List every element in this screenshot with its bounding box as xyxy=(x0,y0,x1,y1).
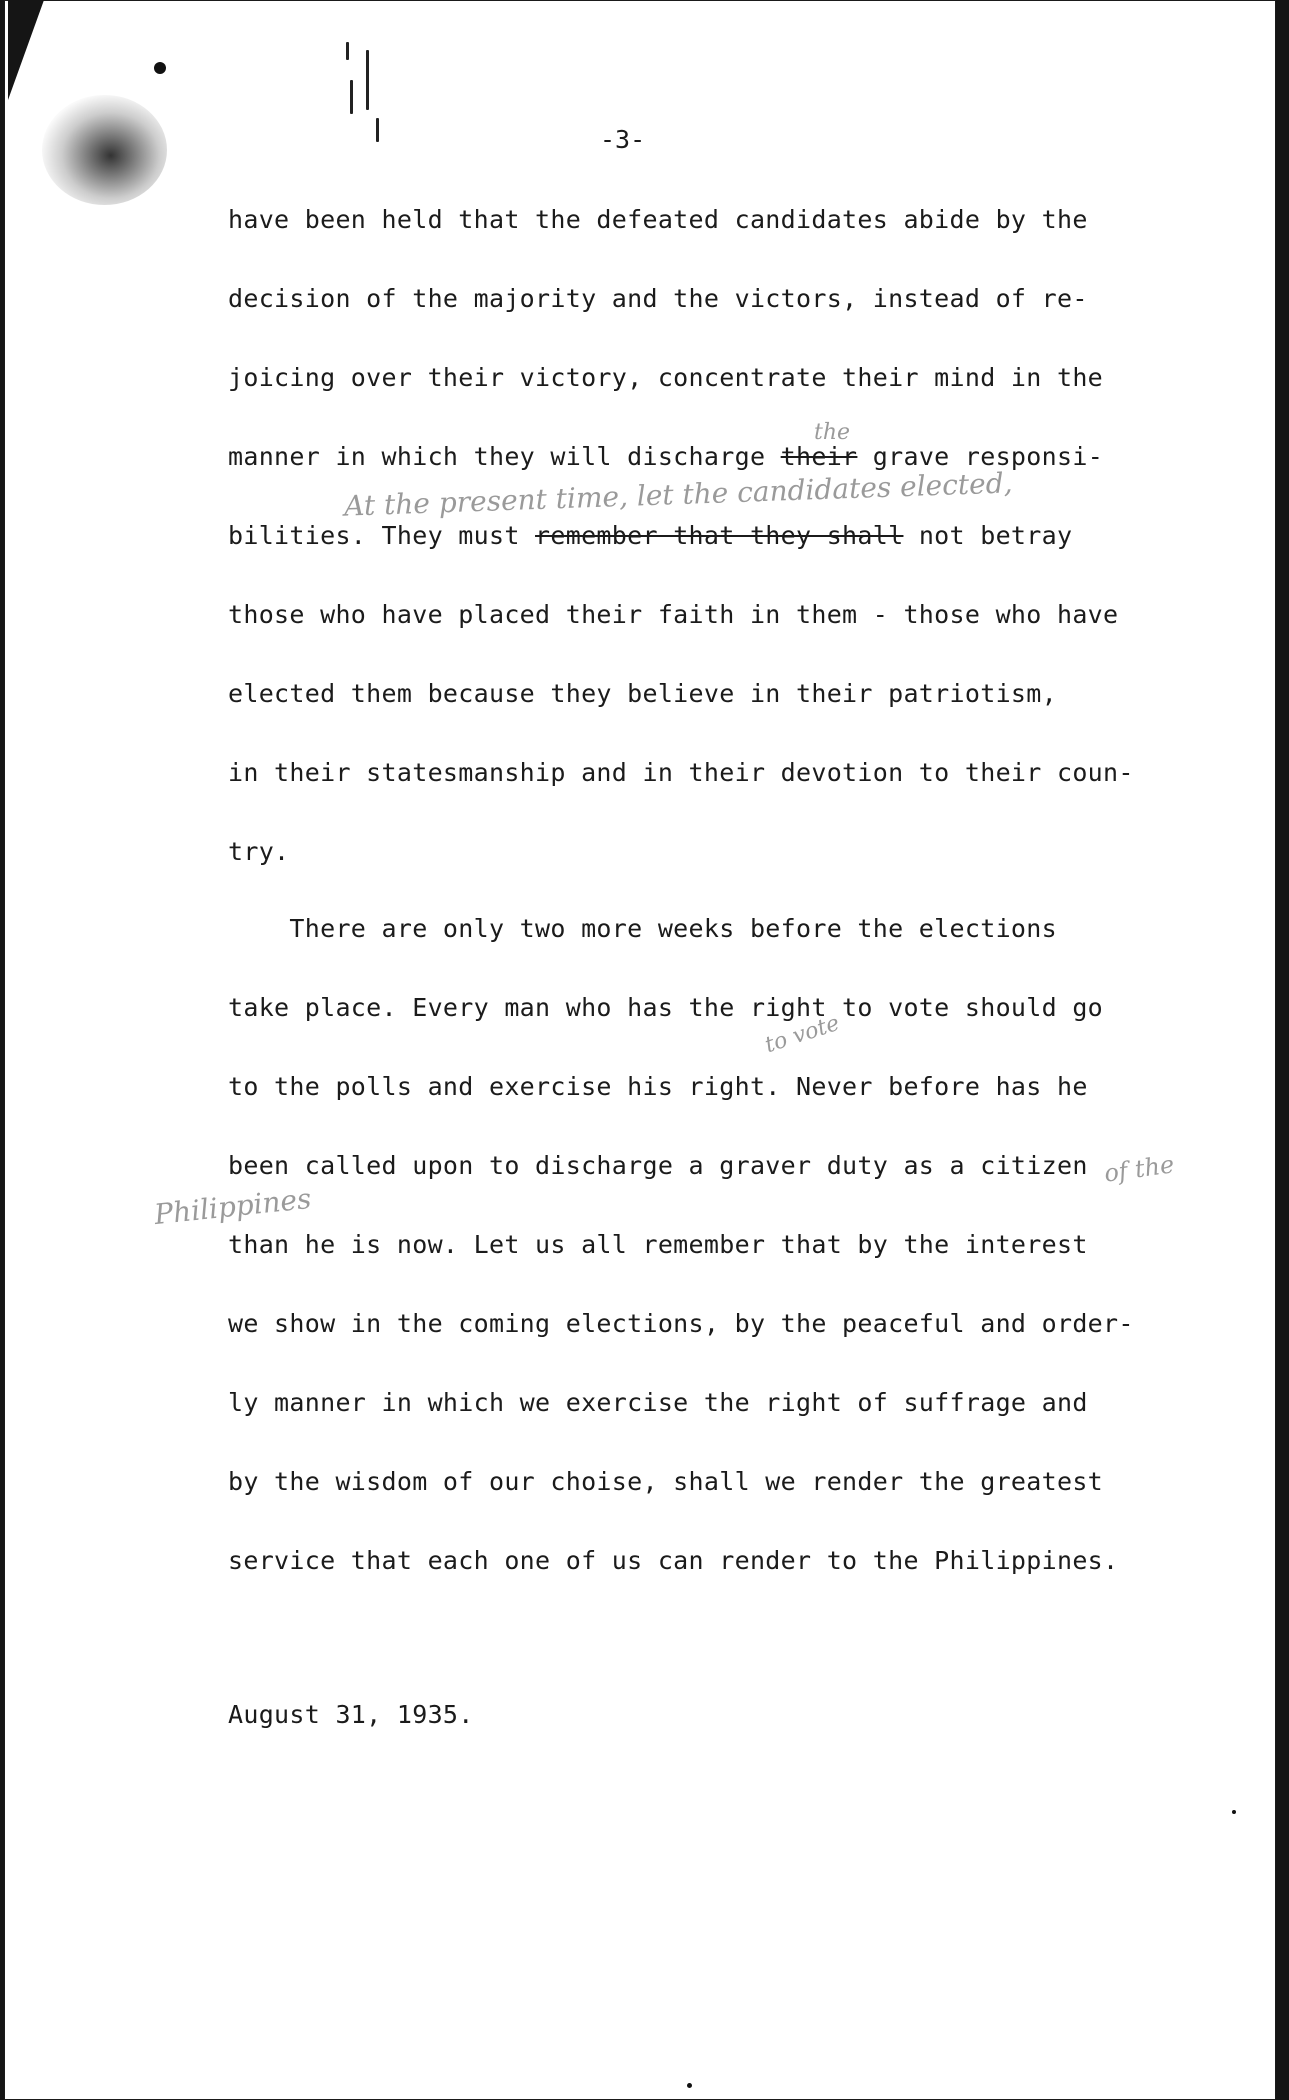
text-line: been called upon to discharge a graver duty as a citizen xyxy=(228,1151,1088,1180)
text-line: by the wisdom of our choise, shall we render the greatest xyxy=(228,1467,1104,1496)
text-line: take place. Every man who has the right to vote should go xyxy=(228,993,1104,1022)
text-line: ly manner in which we exercise the right of suffrage and xyxy=(228,1388,1088,1417)
document-page xyxy=(4,0,1276,2100)
text-line: decision of the majority and the victors, instead of re- xyxy=(228,284,1088,313)
ink-smudge xyxy=(42,95,167,205)
text-line: service that each one of us can render to the Philippines. xyxy=(228,1546,1119,1575)
document-date: August 31, 1935. xyxy=(228,1700,474,1729)
text-line: manner in which they will discharge their grave responsi- xyxy=(228,442,1104,471)
pencil-mark xyxy=(350,80,353,114)
folded-corner xyxy=(8,0,44,100)
text-line: elected them because they believe in their patriotism, xyxy=(228,679,1057,708)
text-line: those who have placed their faith in them - those who have xyxy=(228,600,1119,629)
text-line: than he is now. Let us all remember that by the interest xyxy=(228,1230,1088,1259)
page-number: -3- xyxy=(600,125,646,154)
handwritten-correction: the xyxy=(814,420,851,445)
ink-dot xyxy=(154,62,166,74)
text-line: have been held that the defeated candidates abide by the xyxy=(228,205,1088,234)
handwritten-correction: to vote xyxy=(762,1010,843,1059)
handwritten-correction: Philippines xyxy=(152,1181,313,1232)
pencil-mark xyxy=(376,118,379,142)
text-line: bilities. They must remember that they shall not betray xyxy=(228,521,1073,550)
text-line: There are only two more weeks before the elections xyxy=(228,914,1057,943)
pencil-mark xyxy=(346,42,349,60)
speck xyxy=(687,2083,692,2088)
text-line: joicing over their victory, concentrate their mind in the xyxy=(228,363,1104,392)
pencil-mark xyxy=(366,50,369,110)
handwritten-insertion: At the present time, let the candidates elected, xyxy=(343,466,1013,523)
text-line: try. xyxy=(228,837,290,866)
text-line: to the polls and exercise his right. Never before has he xyxy=(228,1072,1088,1101)
text-line: we show in the coming elections, by the peaceful and order- xyxy=(228,1309,1134,1338)
struck-text: their xyxy=(780,442,858,471)
struck-text: remember that they shall xyxy=(535,521,904,550)
speck xyxy=(1232,1810,1236,1814)
text-line: in their statesmanship and in their devotion to their coun- xyxy=(228,758,1134,787)
handwritten-correction: of the xyxy=(1102,1150,1176,1188)
